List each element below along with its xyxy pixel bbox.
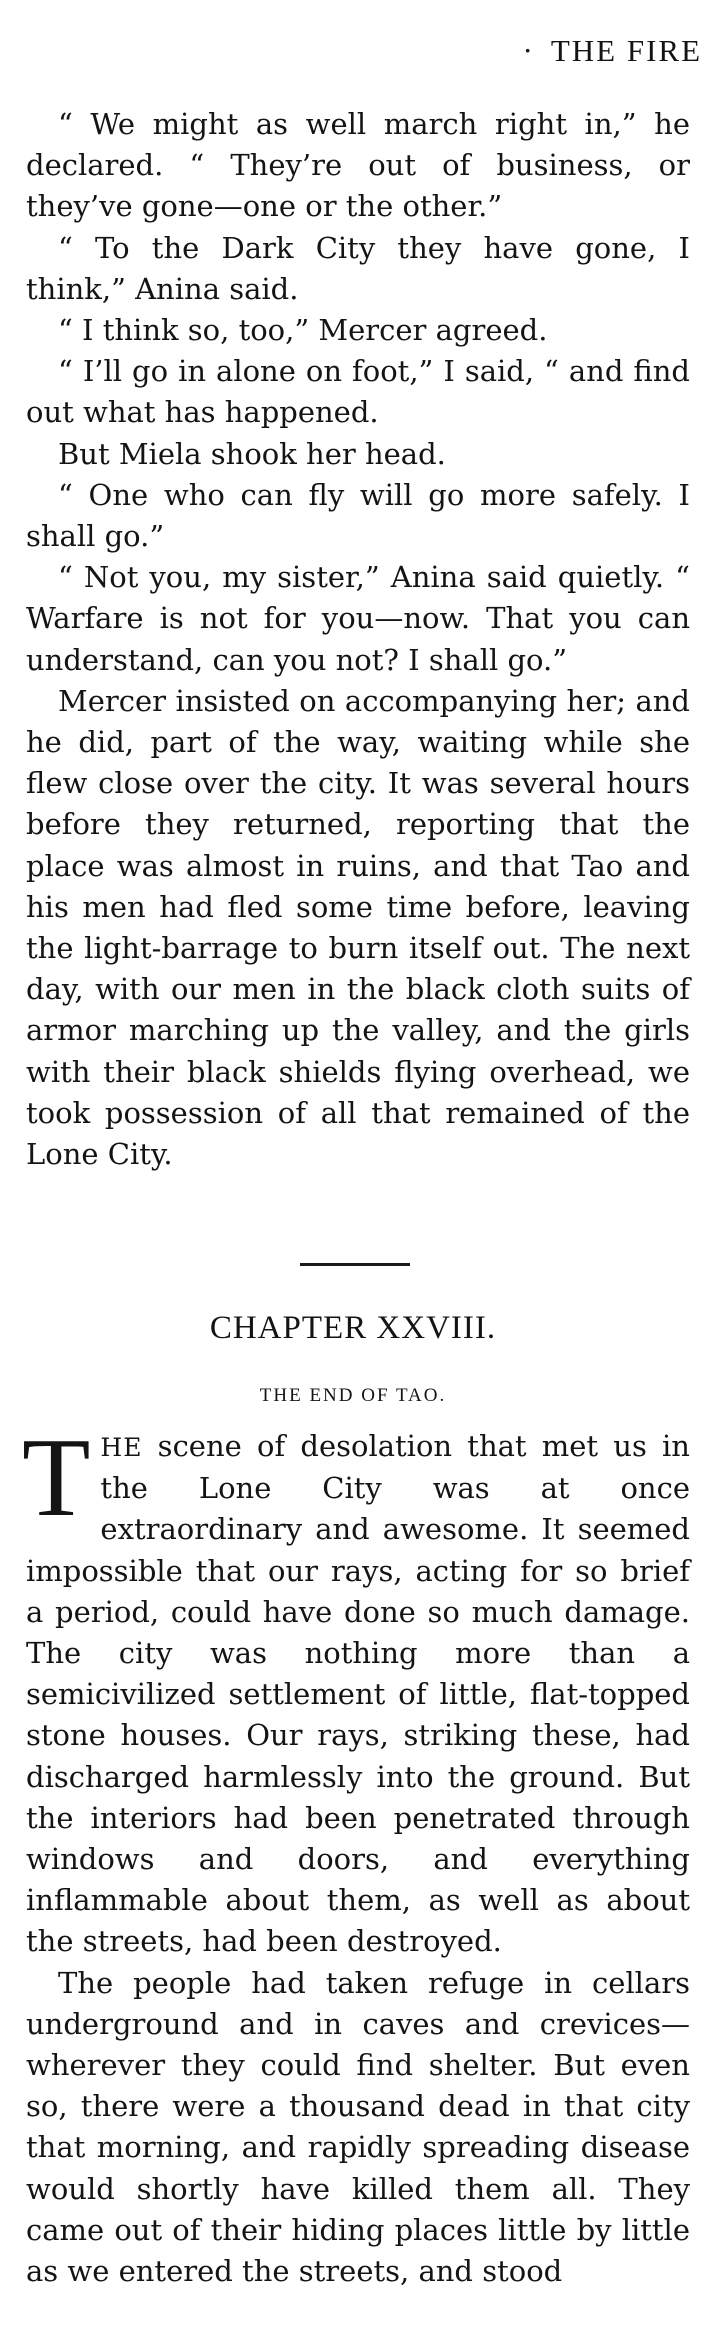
paragraph: “ To the Dark City they have gone, I think,” Anina said. bbox=[26, 230, 690, 306]
paragraph: “ One who can fly will go more safely. I shall go.” bbox=[26, 477, 690, 554]
chapter-heading: CHAPTER XXVIII. bbox=[209, 1310, 497, 1346]
section-text bbox=[26, 104, 690, 1175]
paragraph: “ I’ll go in alone on foot,” I said, “ and find out what has happened. bbox=[26, 354, 690, 430]
paragraph: But Miela shook her head. bbox=[58, 436, 446, 471]
running-header bbox=[522, 30, 702, 71]
opening-paragraph bbox=[22, 1416, 690, 1963]
section-divider bbox=[300, 1263, 410, 1266]
chapter-subtitle: THE END OF TAO. bbox=[259, 1385, 447, 1406]
opening-text: scene of desolation that met us in the Lone City was at once extraordinary and awesome. It seemed impossible that our rays, acting for so brief a period, could have done so much damage. The city was nothing more than a semicivilized settlement of little, flat-topped stone houses. Our rays, striking these, had discharged harmlessly into the ground. But the interiors had been penetrated through windows and doors, and everything inflammable about them, as well as about the streets, had been destroyed. bbox=[26, 1429, 690, 1959]
paragraph: “ We might as well march right in,” he declared. “ They’re out of business, or they’ve gone—one or the other.” bbox=[26, 107, 690, 224]
paragraph: “ Not you, my sister,” Anina said quietly. “ Warfare is not for you—now. That you can understand, can you not? I shall go.” bbox=[26, 560, 690, 677]
header-dot: · bbox=[522, 33, 535, 68]
paragraph: Mercer insisted on accompanying her; and he did, part of the way, waiting while she flew close over the city. It was several hours before they returned, reporting that the place was almost in ruins, and that Tao and his men had fled some time before, leaving the light-barrage to burn itself out. The next day, with our men in the black cloth suits of armor marching up the valley, and the girls with their black shields flying overhead, we took possession of all that remained of the Lone City. bbox=[26, 683, 690, 1172]
running-title: THE FIRE bbox=[550, 33, 702, 68]
paragraph: The people had taken refuge in cellars underground and in caves and crevices—wherever they could find shelter. But even so, there were a thousand dead in that city that morning, and rapidly spreading disease would shortly have killed them all. They came out of their hiding places little by little as we entered the streets, and stood bbox=[26, 1965, 690, 2289]
paragraph: “ I think so, too,” Mercer agreed. bbox=[58, 313, 548, 348]
chapter-text bbox=[22, 1416, 690, 2292]
opening-smallcaps: HE bbox=[100, 1433, 143, 1462]
drop-cap: T bbox=[22, 1416, 91, 1540]
